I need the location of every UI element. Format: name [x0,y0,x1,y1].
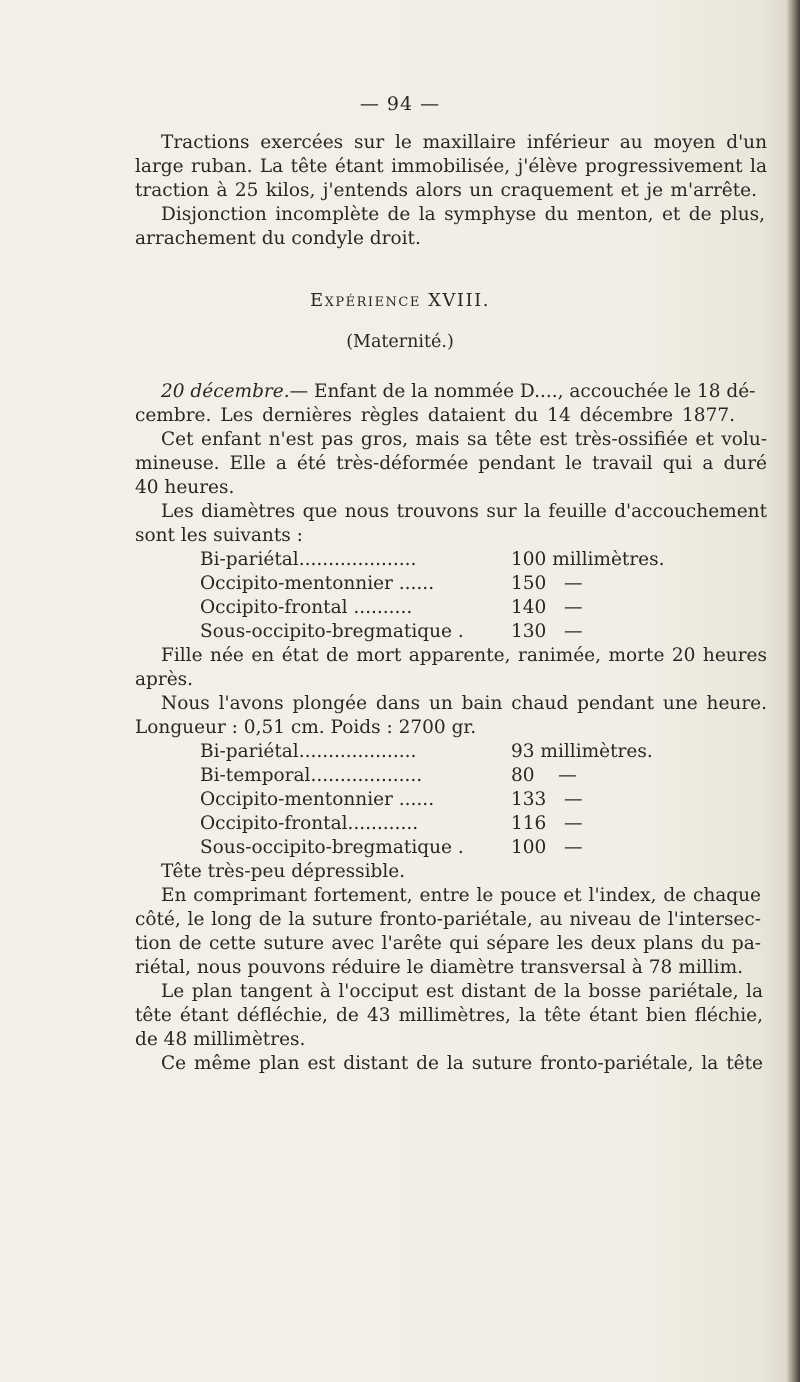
measurement-value: 100 millimètres. [511,549,665,570]
text-line: Cet enfant n'est pas gros, mais sa tête est très-ossifiée et volu- [161,429,767,450]
text-line: large ruban. La tête étant immobilisée, j'élève progressivement la [135,156,767,177]
text-line: de 48 millimètres. [135,1029,306,1050]
text-line: côté, le long de la suture fronto-pariétale, au niveau de l'intersec- [135,909,761,930]
measurement-label: Occipito-mentonnier ...... [200,789,435,810]
measurement-value: 150 — [511,573,583,594]
text-line: après. [135,669,194,690]
text-line: Ce même plan est distant de la suture fronto-pariétale, la tête [161,1053,763,1074]
text-line: cembre. Les dernières règles dataient du 14 décembre 1877. [135,405,735,426]
measurement-label: Bi-pariétal.................... [200,741,417,762]
text-line: arrachement du condyle droit. [135,228,421,249]
page-number: — 94 — [359,93,441,115]
text-line: mineuse. Elle a été très-déformée pendant le travail qui a duré [135,453,767,474]
measurement-label: Sous-occipito-bregmatique . [200,621,464,642]
measurement-value: 140 — [511,597,583,618]
measurement-value: 130 — [511,621,583,642]
text-line: Nous l'avons plongée dans un bain chaud pendant une heure. [161,693,767,714]
text-line: sont les suivants : [135,525,303,546]
measurement-label: Sous-occipito-bregmatique . [200,837,464,858]
measurement-value: 80 — [511,765,577,786]
text-line: Tractions exercées sur le maxillaire inférieur au moyen d'un [161,132,767,153]
text-line: Le plan tangent à l'occiput est distant de la bosse pariétale, la [161,981,763,1002]
text-line: Longueur : 0,51 cm. Poids : 2700 gr. [135,717,477,738]
page-edge-shadow [786,0,800,1382]
date-italic: 20 décembre. [161,381,290,402]
measurement-label: Occipito-frontal .......... [200,597,413,618]
measurement-value: 100 — [511,837,583,858]
text-line: 40 heures. [135,477,235,498]
text-line-date [161,380,767,404]
measurement-label: Occipito-mentonnier ...... [200,573,435,594]
text-line: Les diamètres que nous trouvons sur la feuille d'accouchement [161,501,767,522]
measurement-value: 93 millimètres. [511,741,653,762]
text-line: tion de cette suture avec l'arête qui sépare les deux plans du pa- [135,933,761,954]
experience-title: Expérience XVIII. [310,290,490,311]
text-line: Tête très-peu dépressible. [161,861,406,882]
experience-subtitle: (Maternité.) [346,332,454,352]
measurement-value: 133 — [511,789,583,810]
measurement-value: 116 — [511,813,583,834]
measurement-label: Occipito-frontal............ [200,813,419,834]
text-line: riétal, nous pouvons réduire le diamètre transversal à 78 millim. [135,957,743,978]
text-span: — Enfant de la nommée D...., accouchée le 18 dé- [289,381,756,402]
text-line: traction à 25 kilos, j'entends alors un craquement et je m'arrête. [135,180,757,201]
text-line: En comprimant fortement, entre le pouce et l'index, de chaque [161,885,761,906]
text-line: Fille née en état de mort apparente, ranimée, morte 20 heures [161,645,767,666]
measurement-label: Bi-pariétal.................... [200,549,417,570]
text-line: tête étant défléchie, de 43 millimètres, la tête étant bien fléchie, [135,1005,763,1026]
measurement-label: Bi-temporal................... [200,765,423,786]
text-line: Disjonction incomplète de la symphyse du menton, et de plus, [161,204,765,225]
